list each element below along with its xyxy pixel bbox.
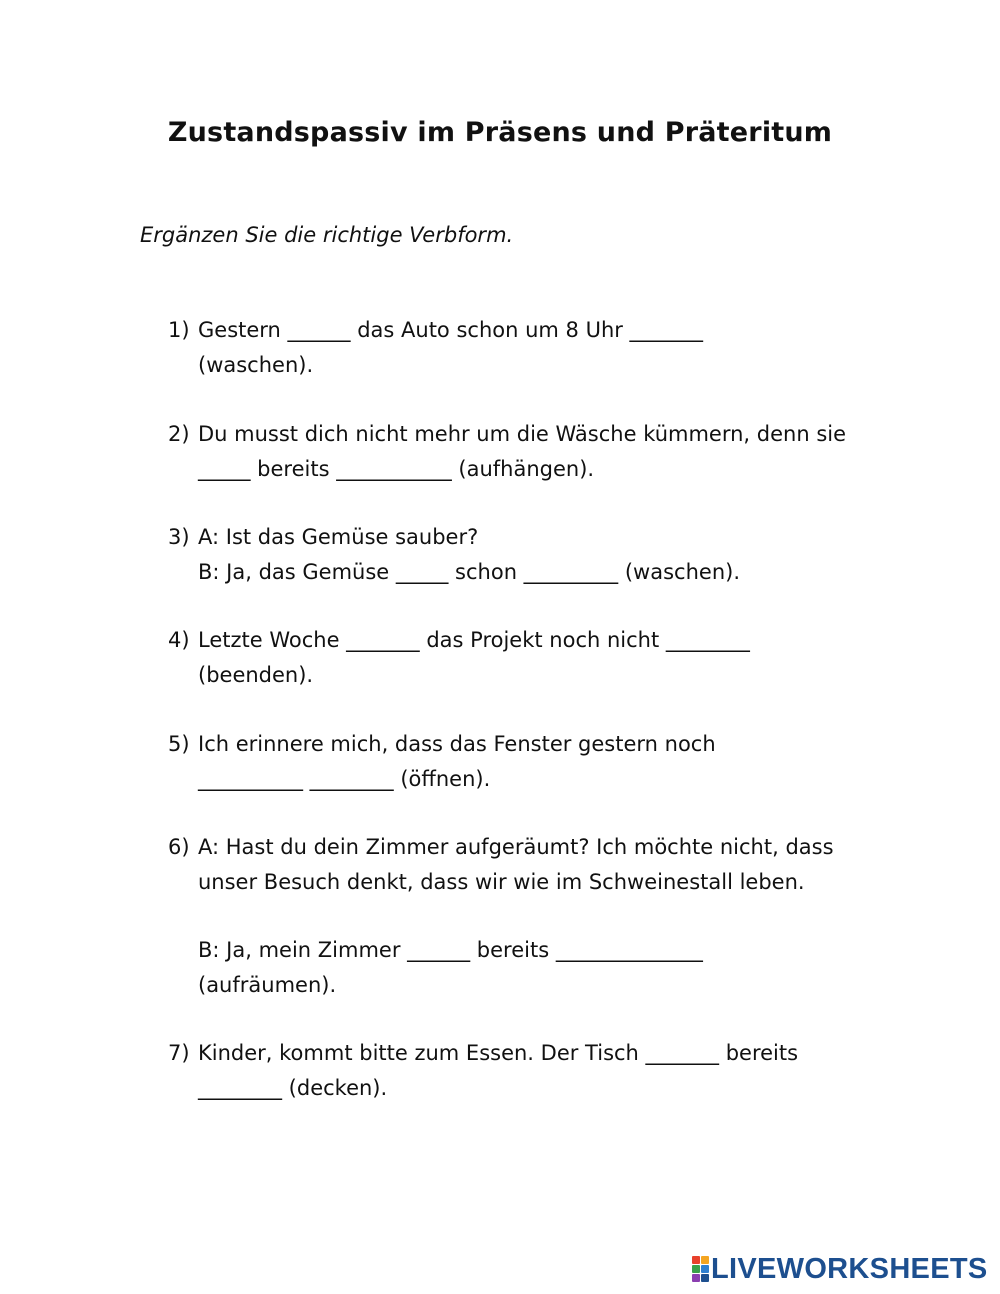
exercise-7-number: 7)	[168, 1041, 190, 1065]
exercise-1-line-1: Gestern ______ das Auto schon um 8 Uhr _______	[198, 318, 704, 342]
page-title: Zustandspassiv im Präsens und Präteritum	[167, 117, 833, 148]
logo-badge-cell	[701, 1274, 709, 1282]
exercise-2-line-1: Du musst dich nicht mehr um die Wäsche kümmern, denn sie	[198, 422, 847, 446]
exercise-7-line-2: ________ (decken).	[198, 1076, 388, 1100]
exercise-6-line-3: B: Ja, mein Zimmer ______ bereits ______________	[198, 938, 703, 962]
exercise-1-number: 1)	[168, 318, 190, 342]
logo-badge-cell	[701, 1256, 709, 1264]
exercise-3-number: 3)	[168, 525, 190, 549]
exercise-2-line-2: _____ bereits ___________ (aufhängen).	[198, 457, 595, 481]
exercise-1-line-2: (waschen).	[198, 353, 314, 377]
exercise-6-line-4: (aufräumen).	[198, 973, 337, 997]
exercise-7-line-1: Kinder, kommt bitte zum Essen. Der Tisch _______ bereits	[198, 1041, 799, 1065]
exercise-6-number: 6)	[168, 835, 190, 859]
exercise-3-line-2: B: Ja, das Gemüse _____ schon _________ (waschen).	[198, 560, 740, 584]
exercise-6-line-1: A: Hast du dein Zimmer aufgeräumt? Ich möchte nicht, dass	[198, 835, 834, 859]
exercise-4-line-2: (beenden).	[198, 663, 314, 687]
exercise-3-line-1: A: Ist das Gemüse sauber?	[198, 525, 479, 549]
exercise-5-line-2: __________ ________ (öffnen).	[198, 767, 491, 791]
exercise-6-line-2: unser Besuch denkt, dass wir wie im Schweinestall leben.	[198, 870, 805, 894]
logo-badge-cell	[692, 1274, 700, 1282]
exercise-4-number: 4)	[168, 628, 190, 652]
logo-badge-cell	[692, 1256, 700, 1264]
logo-badge-cell	[701, 1265, 709, 1273]
logo-badge-cell	[692, 1265, 700, 1273]
liveworksheets-logo	[692, 1252, 988, 1285]
logo-text: LIVEWORKSHEETS	[711, 1252, 988, 1285]
instruction-text: Ergänzen Sie die richtige Verbform.	[140, 223, 514, 247]
exercise-4-line-1: Letzte Woche _______ das Projekt noch nicht ________	[198, 628, 750, 652]
exercise-2-number: 2)	[168, 422, 190, 446]
exercise-5-number: 5)	[168, 732, 190, 756]
exercise-5-line-1: Ich erinnere mich, dass das Fenster gestern noch	[198, 732, 716, 756]
logo-badge-icon	[692, 1256, 708, 1282]
